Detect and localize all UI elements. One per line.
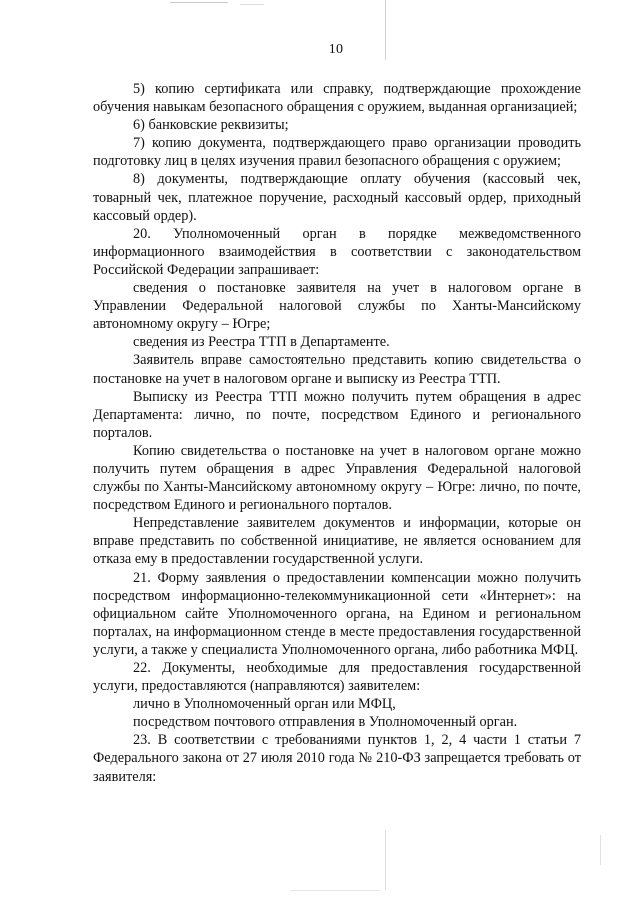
paragraph-clause-23: 23. В соответствии с требованиями пунктов 1, 2, 4 части 1 статьи 7 Федерального закона от 27 июля 2010 года № 210-ФЗ запрещается требовать от заявителя: — [93, 732, 581, 785]
paragraph-in-person: лично в Уполномоченный орган или МФЦ, — [133, 696, 396, 713]
scan-artifact — [600, 835, 601, 865]
paragraph-registry-extract: Выписку из Реестра ТТП можно получить путем обращения в адрес Департамента: лично, по почте, посредством Единого и регионального порталов. — [93, 388, 581, 441]
scan-artifact — [290, 890, 380, 891]
paragraph-certificate-copy: Копию свидетельства о постановке на учет в налоговом органе можно получить путем обращения в адрес Управления Федеральной налоговой службы по Ханты-Мансийскому автономному округу – Югре: лично, по почте, посредством Единого и регионального порталов. — [93, 442, 581, 514]
paragraph-ttp-registry: сведения из Реестра ТТП в Департаменте. — [133, 334, 390, 351]
paragraph-item-6: 6) банковские реквизиты; — [133, 117, 289, 134]
scan-artifact — [385, 830, 386, 890]
paragraph-item-7: 7) копию документа, подтверждающего право организации проводить подготовку лиц в целях изучения правил безопасного обращения с оружием; — [93, 135, 581, 170]
paragraph-clause-20: 20. Уполномоченный орган в порядке межведомственного информационного взаимодействия в соответствии с законодательством Российской Федерации запрашивает: — [93, 225, 581, 278]
document-body — [93, 80, 581, 786]
paragraph-applicant-right: Заявитель вправе самостоятельно представить копию свидетельства о постановке на учет в налоговом органе и выписку из Реестра ТТП. — [93, 352, 581, 387]
paragraph-by-mail: посредством почтового отправления в Уполномоченный орган. — [133, 714, 518, 731]
paragraph-tax-registration: сведения о постановке заявителя на учет в налоговом органе в Управлении Федеральной налоговой службы по Ханты-Мансийскому автономному округу – Югре; — [93, 280, 581, 333]
page-number: 10 — [328, 42, 344, 57]
paragraph-clause-21: 21. Форму заявления о предоставлении компенсации можно получить посредством информационно-телекоммуникационной сети «Интернет»: на официальном сайте Уполномоченного органа, на Едином и региональном порталах, на информационном стенде в месте предоставления государственной услуги, а также у специалиста Уполномоченного органа, либо работника МФЦ. — [93, 569, 581, 658]
paragraph-item-5: 5) копию сертификата или справку, подтверждающие прохождение обучения навыкам безопасного обращения с оружием, выданная организацией; — [93, 81, 581, 116]
paragraph-clause-22: 22. Документы, необходимые для предоставления государственной услуги, предоставляются (направляются) заявителем: — [93, 660, 581, 695]
scan-artifact — [170, 2, 228, 3]
scan-artifact — [240, 4, 264, 5]
paragraph-item-8: 8) документы, подтверждающие оплату обучения (кассовый чек, товарный чек, платежное поручение, расходный кассовый ордер, приходный кассовый ордер). — [93, 171, 581, 224]
paragraph-non-submission: Непредставление заявителем документов и информации, которые он вправе представить по собственной инициативе, не является основанием для отказа ему в предоставлении государственной услуги. — [93, 515, 581, 568]
